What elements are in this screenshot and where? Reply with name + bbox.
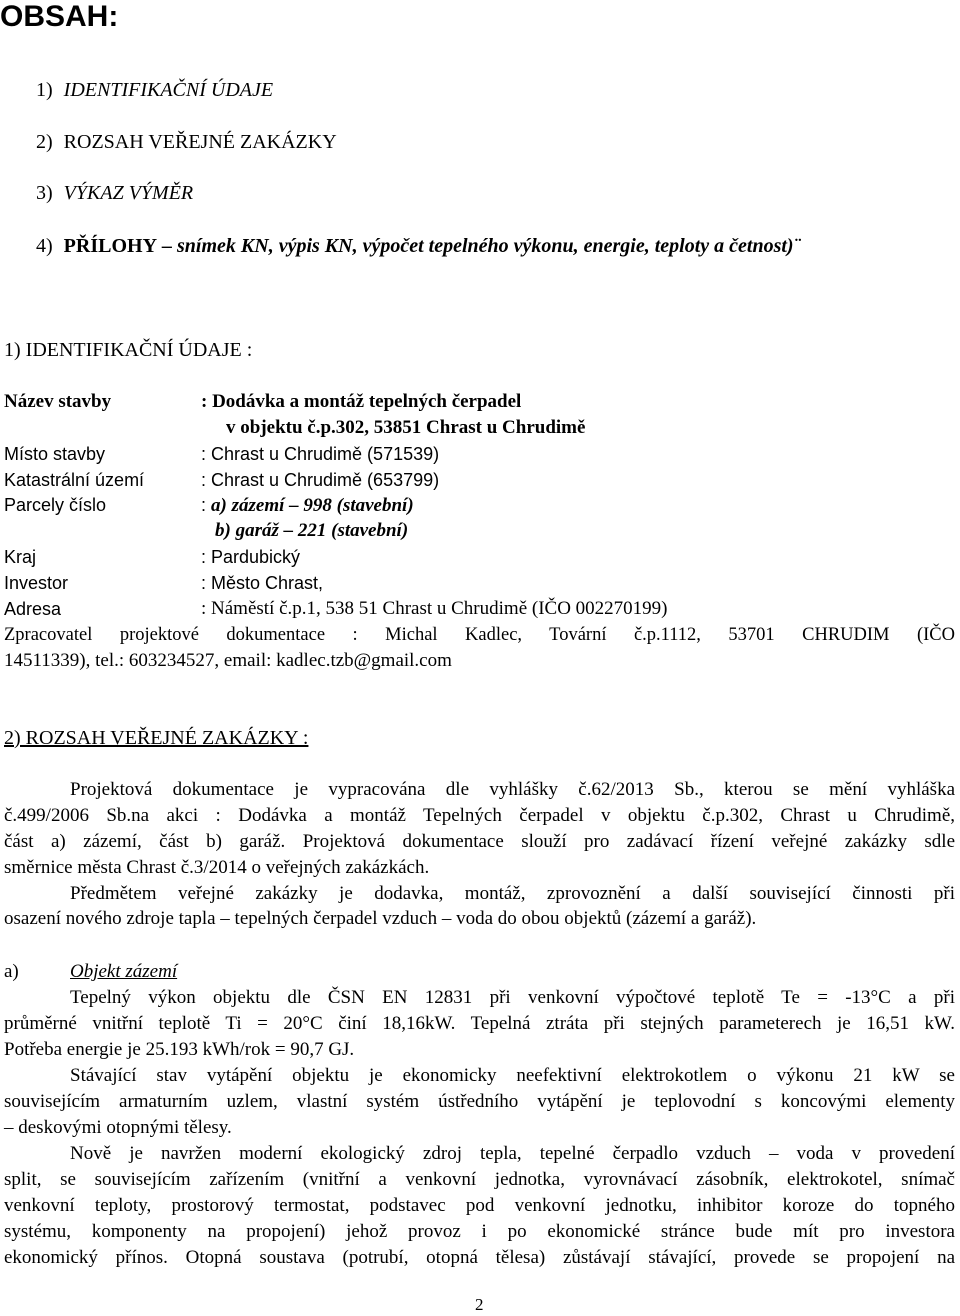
toc-num: 3) <box>36 182 53 204</box>
toc-item-3 <box>36 182 193 204</box>
section-1-title: 1) IDENTIFIKAČNÍ ÚDAJE : <box>4 339 253 361</box>
toc-num: 1) <box>36 79 53 101</box>
p4-line-3: – deskovými otopnými tělesy. <box>4 1117 232 1138</box>
row-value: v objektu č.p.302, 53851 Chrast u Chrudimě <box>226 417 586 438</box>
p3-line-1: Tepelný výkon objektu dle ČSN EN 12831 při venkovní výpočtové teplotě Te = -13°C a při <box>70 987 955 1008</box>
toc-text: VÝKAZ VÝMĚR <box>63 182 194 204</box>
row-value: : Náměstí č.p.1, 538 51 Chrast u Chrudimě (IČO 002270199) <box>201 598 668 619</box>
p5-line-5: ekonomický přínos. Otopná soustava (potrubí, otopná tělesa) zůstávají stávající, provede se propojení na <box>4 1247 955 1268</box>
subsection-title: Objekt zázemí <box>70 961 178 982</box>
row-value-wrap <box>201 494 414 517</box>
p4-line-2: souvisejícím armaturním uzlem, vlastní systém ústředního vytápění je teplovodní s koncovými elementy <box>4 1091 955 1112</box>
toc-text: IDENTIFIKAČNÍ ÚDAJE <box>63 79 274 101</box>
page-number: 2 <box>475 1295 484 1314</box>
page-heading: OBSAH: <box>0 0 119 33</box>
row-label: Katastrální území <box>4 470 145 490</box>
p1-line-2: č.499/2006 Sb.na akci : Dodávka a montáž Tepelných čerpadel v objektu č.p.302, Chrast u Chrudimě, <box>4 805 955 826</box>
row-label: Investor <box>4 573 69 593</box>
p3-line-2: průměrné vnitřní teplotě Ti = 20°C činí 18,16kW. Tepelná ztráta při stejných parameterech je 16,51 kW. <box>4 1013 955 1034</box>
row-value-prefix: : <box>201 495 212 515</box>
toc-item-4 <box>36 235 800 257</box>
row-value: : Pardubický <box>201 547 301 567</box>
p5-line-2: split, se souvisejícím zařízením (vnitřní a venkovní jednotka, vyrovnávací zásobník, elektrokotel, snímač <box>4 1169 955 1190</box>
p1-line-1: Projektová dokumentace je vypracována dle vyhlášky č.62/2013 Sb., kterou se mění vyhláška <box>70 779 955 800</box>
row-value: : Chrast u Chrudimě (571539) <box>201 444 440 464</box>
row-label: Název stavby <box>4 391 112 412</box>
toc-text-bold: PŘÍLOHY <box>63 235 158 257</box>
row-value: b) garáž – 221 (stavební) <box>215 520 409 541</box>
row-value: : Město Chrast, <box>201 573 324 593</box>
p1-line-4: směrnice města Chrast č.3/2014 o veřejných zakázkách. <box>4 857 430 878</box>
p2-line-2: osazení nového zdroje tapla – tepelných čerpadel vzduch – voda do obou objektů (zázemí a garáž). <box>4 908 757 929</box>
p4-line-1: Stávající stav vytápění objektu je ekonomicky neefektivní elektrokotlem o výkonu 21 kW se <box>70 1065 955 1086</box>
p5-line-4: systému, komponenty na propojení) jehož provoz i po ekonomické stránce bude mít pro investora <box>4 1221 955 1242</box>
p2-line-1: Předmětem veřejné zakázky je dodavka, montáž, zprovoznění a další související činnosti při <box>70 883 955 904</box>
processor-line-1: Zpracovatel projektové dokumentace : Michal Kadlec, Tovární č.p.1112, 53701 CHRUDIM (IČO <box>4 625 955 645</box>
row-value: : Chrast u Chrudimě (653799) <box>201 470 440 490</box>
row-label: Parcely číslo <box>4 495 107 515</box>
toc-text-rest: – snímek KN, výpis KN, výpočet tepelného výkonu, energie, teploty a četnost)¨ <box>157 235 801 257</box>
toc-item-1 <box>36 79 273 101</box>
row-label: Adresa <box>4 599 62 619</box>
p3-line-3: Potřeba energie je 25.193 kWh/rok = 90,7 GJ. <box>4 1039 355 1060</box>
subsection-letter: a) <box>4 961 19 982</box>
processor-line-2: 14511339), tel.: 603234527, email: kadlec.tzb@gmail.com <box>4 650 452 671</box>
toc-text: ROZSAH VEŘEJNÉ ZAKÁZKY <box>63 131 337 153</box>
p1-line-3: část a) zázemí, část b) garáž. Projektová dokumentace slouží pro zadávací řízení veřejné zakázky sdle <box>4 831 955 852</box>
subsection-a <box>4 961 178 983</box>
p5-line-3: venkovní teploty, prostorový termostat, podstavec pod venkovní jednotku, inhibitor koroze do topného <box>4 1195 955 1216</box>
row-label: Místo stavby <box>4 444 106 464</box>
p5-line-1: Nově je navržen moderní ekologický zdroj tepla, tepelné čerpadlo vzduch – voda v provedení <box>70 1143 955 1164</box>
row-value: : Dodávka a montáž tepelných čerpadel <box>201 391 522 412</box>
toc-num: 2) <box>36 131 53 153</box>
section-2-title: 2) ROZSAH VEŘEJNÉ ZAKÁZKY : <box>4 727 309 749</box>
row-label: Kraj <box>4 547 37 567</box>
row-value: a) zázemí – 998 (stavební) <box>211 495 414 516</box>
toc-num: 4) <box>36 235 53 257</box>
toc-item-2 <box>36 131 337 153</box>
